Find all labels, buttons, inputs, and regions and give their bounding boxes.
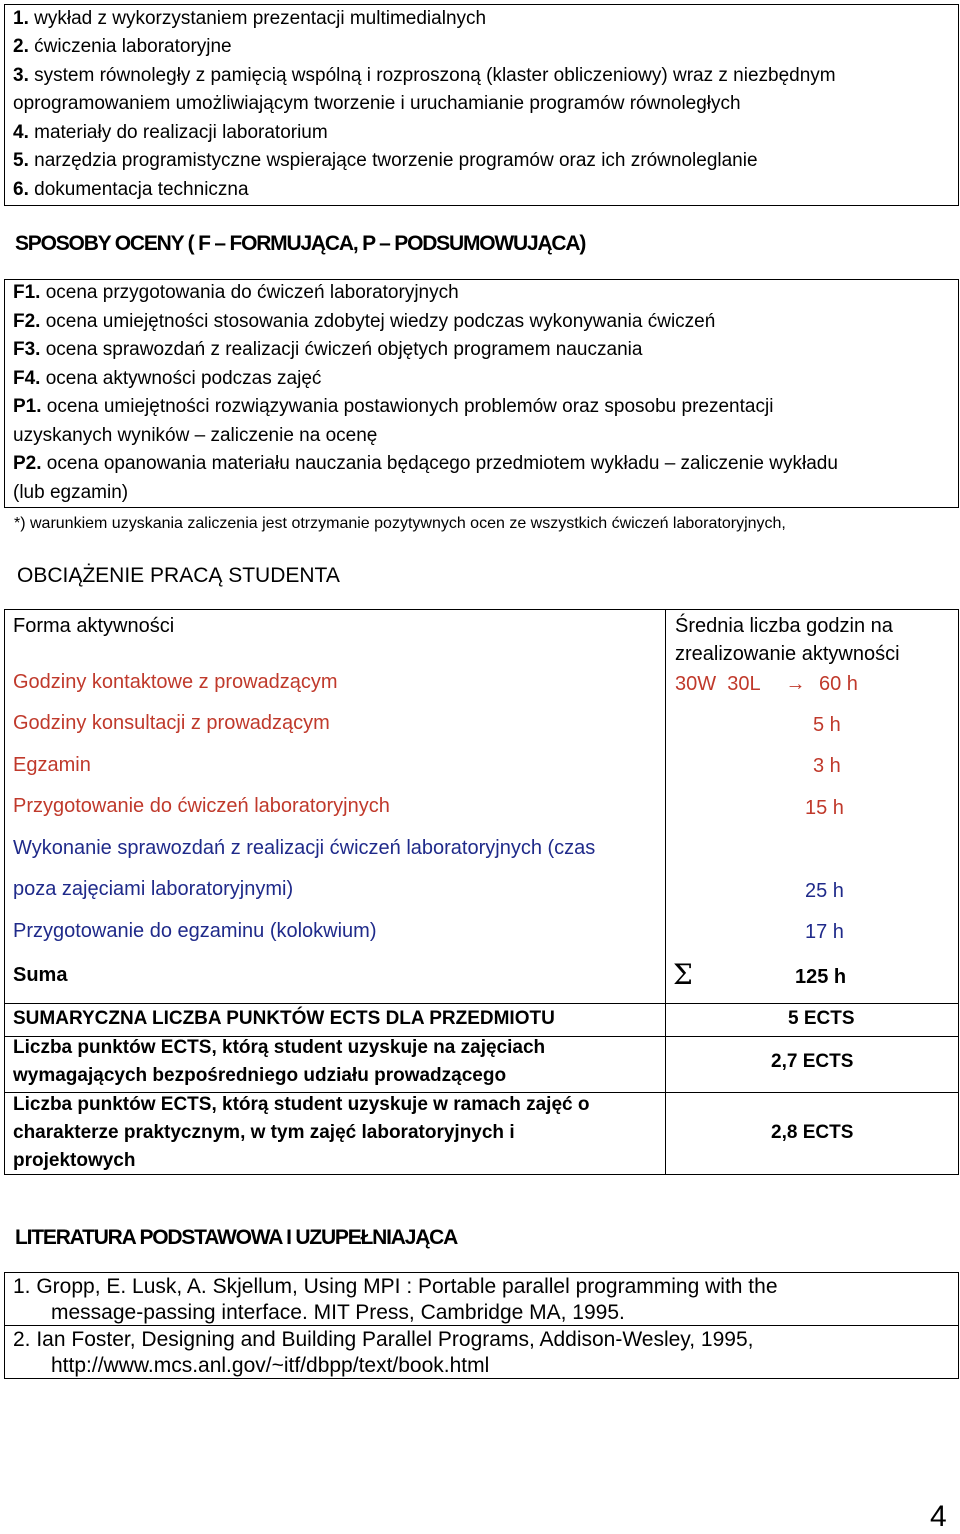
assessment-item: (lub egzamin) (13, 482, 129, 503)
ects-value: 2,7 ECTS (771, 1051, 854, 1072)
resource-item: oprogramowaniem umożliwiającym tworzenie i uruchamianie programów równoległych (13, 93, 741, 114)
workload-row-label: poza zajęciami laboratoryjnymi) (13, 878, 294, 900)
literature-item[interactable]: http://www.mcs.anl.gov/~itf/dbpp/text/book.html (51, 1354, 490, 1377)
workload-row-value: 30W 30L → 60 h (675, 673, 858, 695)
assessment-item: P1. ocena umiejętności rozwiązywania postawionych problemów oraz sposobu prezentacji (13, 396, 774, 417)
workload-row-label: Egzamin (13, 754, 91, 776)
col-header-activity: Forma aktywności (13, 615, 175, 637)
resource-item: 4. materiały do realizacji laboratorium (13, 122, 328, 143)
resource-item: 3. system równoległy z pamięcią wspólną i rozproszoną (klaster obliczeniowy) wraz z niezbędnym (13, 65, 836, 86)
literature-item: message-passing interface. MIT Press, Cambridge MA, 1995. (51, 1301, 625, 1324)
sum-label: Suma (13, 964, 68, 986)
workload-row-value: 25 h (805, 880, 844, 902)
ects-label: Liczba punktów ECTS, którą student uzyskuje w ramach zajęć o (13, 1094, 590, 1115)
arrow-right-icon: → (785, 673, 806, 695)
workload-row-label: Wykonanie sprawozdań z realizacji ćwiczeń laboratoryjnych (czas (13, 837, 596, 859)
assessment-item: F2. ocena umiejętności stosowania zdobytej wiedzy podczas wykonywania ćwiczeń (13, 311, 716, 332)
sum-value: 125 h (795, 966, 847, 988)
workload-row-value: 3 h (813, 755, 841, 777)
ects-label: wymagających bezpośredniego udziału prowadzącego (13, 1065, 507, 1086)
assessment-item: F1. ocena przygotowania do ćwiczeń laboratoryjnych (13, 282, 459, 303)
resource-item: 6. dokumentacja techniczna (13, 179, 249, 200)
table-divider (4, 1003, 959, 1004)
resource-item: 5. narzędzia programistyczne wspierające tworzenie programów oraz ich zrównoleglanie (13, 150, 758, 171)
literature-heading: LITERATURA PODSTAWOWA I UZUPEŁNIAJĄCA (15, 1226, 458, 1249)
table-divider (665, 609, 666, 1175)
workload-row-value: 15 h (805, 797, 844, 819)
literature-item: 1. Gropp, E. Lusk, A. Skjellum, Using MPI : Portable parallel programming with the (13, 1275, 778, 1298)
workload-row-label: Godziny kontaktowe z prowadzącym (13, 671, 338, 693)
workload-row-value: 17 h (805, 921, 844, 943)
assessment-footnote: *) warunkiem uzyskania zaliczenia jest otrzymanie pozytywnych ocen ze wszystkich ćwiczeń laboratoryjnych, (14, 515, 786, 532)
assessment-heading: SPOSOBY OCENY ( F – FORMUJĄCA, P – PODSUMOWUJĄCA) (15, 232, 586, 255)
assessment-item: F4. ocena aktywności podczas zajęć (13, 368, 322, 389)
workload-row-label: Godziny konsultacji z prowadzącym (13, 712, 330, 734)
workload-row-label: Przygotowanie do ćwiczeń laboratoryjnych (13, 795, 390, 817)
resource-item: 1. wykład z wykorzystaniem prezentacji multimedialnych (13, 8, 487, 29)
ects-label: charakterze praktycznym, w tym zajęć laboratoryjnych i (13, 1122, 515, 1143)
assessment-item: F3. ocena sprawozdań z realizacji ćwiczeń objętych programem nauczania (13, 339, 643, 360)
ects-label: SUMARYCZNA LICZBA PUNKTÓW ECTS DLA PRZEDMIOTU (13, 1008, 555, 1029)
ects-label: projektowych (13, 1150, 136, 1171)
col-header-hours: Średnia liczba godzin na (675, 615, 893, 637)
ects-value: 5 ECTS (788, 1008, 855, 1029)
workload-heading: OBCIĄŻENIE PRACĄ STUDENTA (17, 564, 340, 587)
ects-label: Liczba punktów ECTS, którą student uzyskuje na zajęciach (13, 1037, 546, 1058)
col-header-hours: zrealizowanie aktywności (675, 643, 900, 665)
sigma-icon: Σ (673, 958, 693, 991)
literature-item: 2. Ian Foster, Designing and Building Parallel Programs, Addison-Wesley, 1995, (13, 1328, 754, 1351)
workload-row-value: 5 h (813, 714, 841, 736)
resource-item: 2. ćwiczenia laboratoryjne (13, 36, 232, 57)
assessment-item: P2. ocena opanowania materiału nauczania będącego przedmiotem wykładu – zaliczenie wykładu (13, 453, 838, 474)
workload-row-label: Przygotowanie do egzaminu (kolokwium) (13, 920, 377, 942)
assessment-item: uzyskanych wyników – zaliczenie na ocenę (13, 425, 378, 446)
ects-value: 2,8 ECTS (771, 1122, 854, 1143)
page-number: 4 (930, 1500, 947, 1533)
